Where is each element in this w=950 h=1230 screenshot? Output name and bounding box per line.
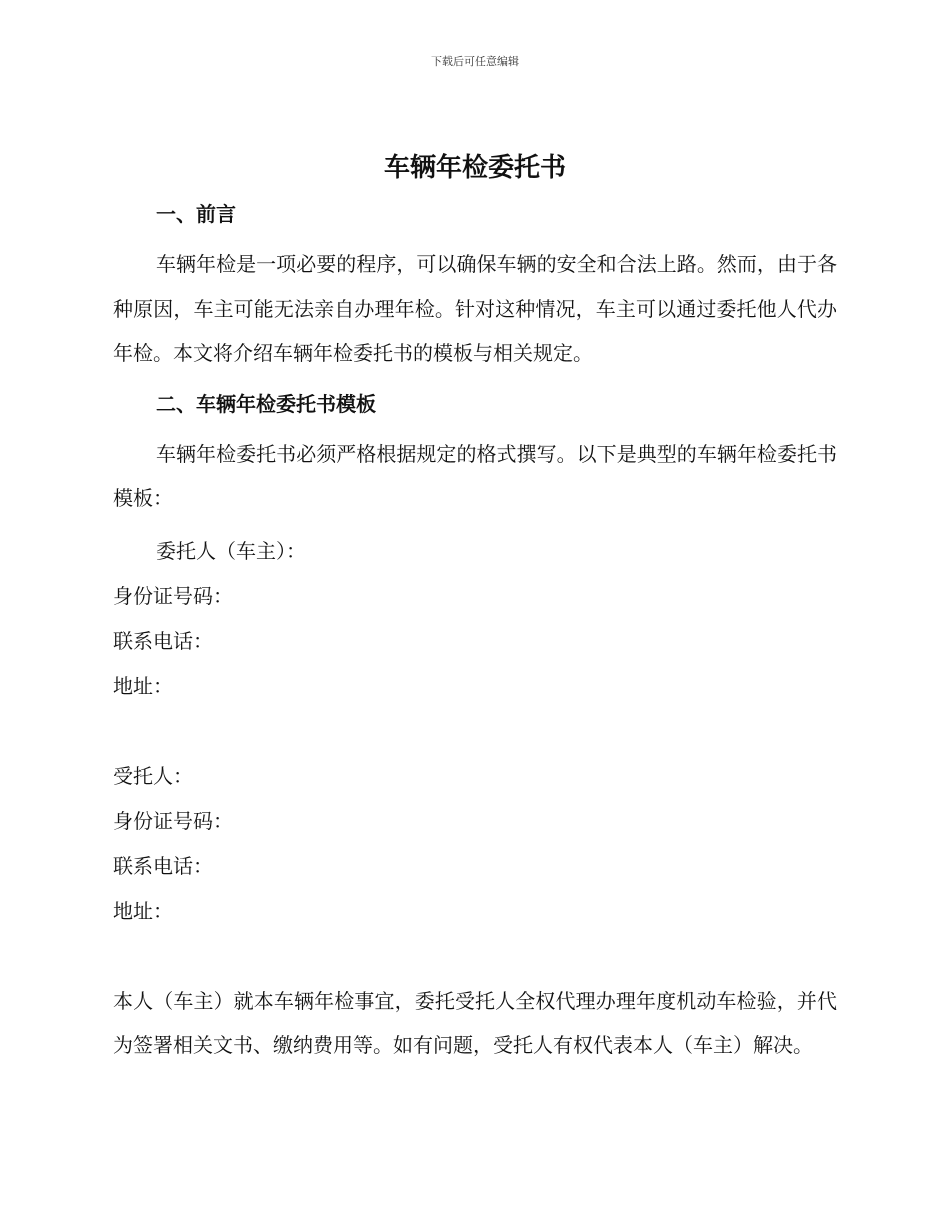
- header-note: 下载后可任意编辑: [431, 55, 519, 68]
- authorization-paragraph: 本人（车主）就本车辆年检事宜，委托受托人全权代理办理年度机动车检验，并代为签署相关文书、缴纳费用等。如有问题，受托人有权代表本人（车主）解决。: [113, 988, 837, 1057]
- agent-block: [113, 754, 837, 934]
- spacer: [113, 934, 837, 979]
- principal-block: [113, 529, 837, 709]
- agent-id-number: 身份证号码：: [113, 808, 233, 833]
- agent-phone: 联系电话：: [113, 853, 213, 878]
- spacer: [113, 709, 837, 754]
- principal-id-number: 身份证号码：: [113, 583, 233, 608]
- document-body: [113, 150, 837, 1068]
- principal-phone: 联系电话：: [113, 628, 213, 653]
- principal-address: 地址：: [113, 673, 173, 698]
- section2-paragraph: 车辆年检委托书必须严格根据规定的格式撰写。以下是典型的车辆年检委托书模板：: [113, 441, 837, 510]
- agent-address: 地址：: [113, 898, 173, 923]
- section2-heading: 二、车辆年检委托书模板: [156, 391, 376, 416]
- principal-label: 委托人（车主）：: [156, 538, 306, 563]
- section1-paragraph: 车辆年检是一项必要的程序，可以确保车辆的安全和合法上路。然而，由于各种原因，车主可能无法亲自办理年检。针对这种情况，车主可以通过委托他人代办年检。本文将介绍车辆年检委托书的模板与相关规定。: [113, 252, 837, 365]
- document-title: 车辆年检委托书: [383, 153, 566, 183]
- agent-label: 受托人：: [113, 763, 193, 788]
- section1-heading: 一、前言: [156, 202, 236, 226]
